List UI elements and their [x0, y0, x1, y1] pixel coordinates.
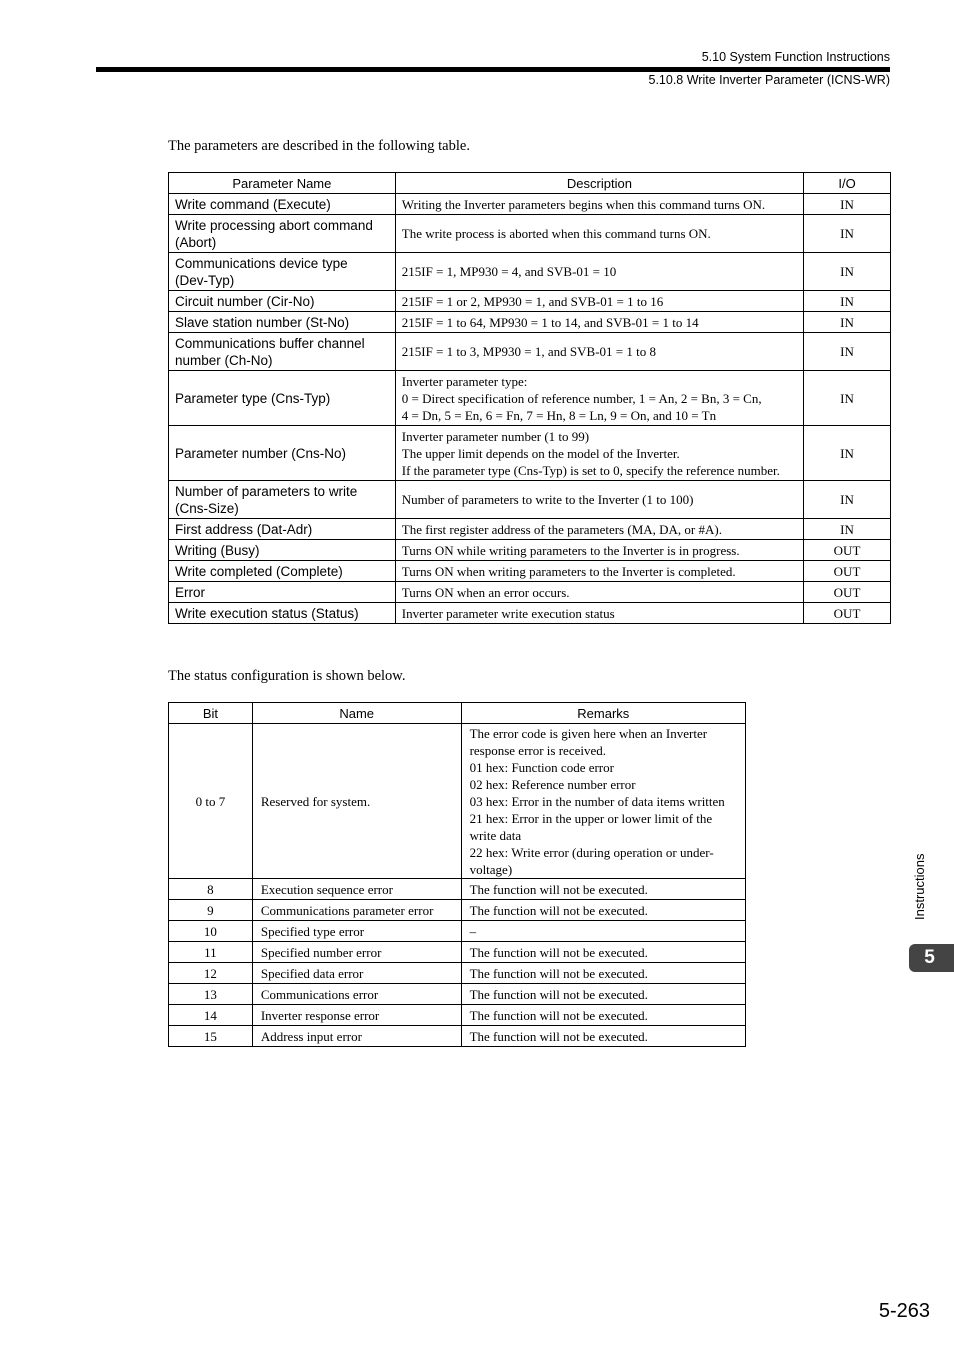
description-cell: [395, 582, 803, 603]
description-cell: [395, 371, 803, 426]
chapter-tab: 5: [909, 944, 954, 972]
parameter-name-line: Error: [175, 584, 205, 600]
table-row: [169, 582, 891, 603]
parameter-name-line: (Cns-Size): [175, 500, 239, 516]
description-line: Inverter parameter type:: [401, 373, 528, 389]
remarks-line: 03 hex: Error in the number of data items written: [469, 793, 725, 809]
table-row: [169, 1026, 746, 1047]
description-cell: [395, 333, 803, 371]
remarks-cell: [461, 724, 745, 879]
parameter-name-cell: [169, 215, 396, 253]
remarks-line: The function will not be executed.: [469, 944, 648, 960]
bit-cell: 8: [169, 879, 253, 900]
remarks-line: voltage): [469, 861, 513, 877]
io-cell: IN: [804, 215, 891, 253]
bit-cell: 12: [169, 963, 253, 984]
io-cell: IN: [804, 371, 891, 426]
table-row: [169, 942, 746, 963]
description-line: Turns ON while writing parameters to the Inverter is in progress.: [401, 542, 740, 558]
parameter-name-line: (Dev-Typ): [175, 272, 235, 288]
parameter-name-line: Slave station number (St-No): [175, 314, 350, 330]
table-row: [169, 561, 891, 582]
parameter-name-cell: [169, 582, 396, 603]
io-cell: OUT: [804, 540, 891, 561]
status-name-cell: Communications error: [252, 984, 461, 1005]
status-name-cell: Specified type error: [252, 921, 461, 942]
description-cell: [395, 253, 803, 291]
table-header-row: [169, 173, 891, 194]
table-header-row: [169, 703, 746, 724]
remarks-cell: [461, 900, 745, 921]
description-line: 0 = Direct specification of reference number, 1 = An, 2 = Bn, 3 = Cn,: [401, 390, 762, 406]
io-cell: IN: [804, 481, 891, 519]
table-row: [169, 426, 891, 481]
bit-cell: 0 to 7: [169, 724, 253, 879]
bit-cell: 14: [169, 1005, 253, 1026]
description-line: Writing the Inverter parameters begins when this command turns ON.: [401, 196, 766, 212]
parameter-name-line: Write processing abort command: [175, 217, 373, 233]
table-row: [169, 291, 891, 312]
parameter-name-line: Writing (Busy): [175, 542, 260, 558]
parameter-name-line: Communications device type: [175, 255, 348, 271]
remarks-line: The function will not be executed.: [469, 986, 648, 1002]
table-row: [169, 519, 891, 540]
description-line: 215IF = 1 or 2, MP930 = 1, and SVB-01 = 1 to 16: [401, 293, 664, 309]
description-cell: [395, 312, 803, 333]
remarks-cell: [461, 984, 745, 1005]
description-cell: [395, 194, 803, 215]
table-row: [169, 371, 891, 426]
params-intro: The parameters are described in the following table.: [168, 138, 470, 154]
remarks-line: The function will not be executed.: [469, 881, 648, 897]
description-line: The upper limit depends on the model of the Inverter.: [401, 445, 680, 461]
parameter-name-cell: [169, 603, 396, 624]
description-cell: [395, 215, 803, 253]
table-row: [169, 921, 746, 942]
description-line: Turns ON when an error occurs.: [401, 584, 570, 600]
parameter-name-line: Write completed (Complete): [175, 563, 343, 579]
remarks-line: The function will not be executed.: [469, 1028, 648, 1044]
io-cell: IN: [804, 194, 891, 215]
io-cell: IN: [804, 519, 891, 540]
description-cell: [395, 603, 803, 624]
io-cell: IN: [804, 426, 891, 481]
description-line: Inverter parameter write execution status: [401, 605, 615, 621]
table-row: [169, 540, 891, 561]
bit-cell: 11: [169, 942, 253, 963]
description-line: 215IF = 1 to 3, MP930 = 1, and SVB-01 = 1 to 8: [401, 344, 656, 359]
remarks-line: write data: [469, 827, 522, 843]
parameter-name-cell: [169, 561, 396, 582]
io-cell: IN: [804, 333, 891, 371]
remarks-line: 02 hex: Reference number error: [469, 776, 636, 792]
bit-cell: 9: [169, 900, 253, 921]
description-cell: [395, 481, 803, 519]
table-row: [169, 215, 891, 253]
col-header-name: Name: [252, 703, 461, 724]
remarks-cell: [461, 1005, 745, 1026]
remarks-cell: [461, 963, 745, 984]
table-row: [169, 603, 891, 624]
parameter-name-cell: [169, 371, 396, 426]
parameter-name-cell: [169, 426, 396, 481]
remarks-line: The function will not be executed.: [469, 902, 648, 918]
col-header-bit: Bit: [169, 703, 253, 724]
col-header-description: Description: [395, 173, 803, 194]
remarks-cell: [461, 942, 745, 963]
parameter-name-cell: [169, 312, 396, 333]
remarks-cell: [461, 1026, 745, 1047]
remarks-line: The function will not be executed.: [469, 1007, 648, 1023]
description-line: 215IF = 1 to 64, MP930 = 1 to 14, and SVB-01 = 1 to 14: [401, 314, 699, 330]
remarks-line: The function will not be executed.: [469, 965, 648, 981]
table-row: [169, 984, 746, 1005]
parameter-name-line: Parameter type (Cns-Typ): [175, 390, 331, 406]
io-cell: IN: [804, 253, 891, 291]
parameter-name-cell: [169, 194, 396, 215]
remarks-cell: [461, 879, 745, 900]
description-line: The first register address of the parameters (MA, DA, or #A).: [401, 521, 722, 537]
page-number: 5-263: [878, 1300, 930, 1322]
remarks-line: response error is received.: [469, 742, 606, 758]
parameter-name-line: Parameter number (Cns-No): [175, 445, 347, 461]
status-name-cell: Communications parameter error: [252, 900, 461, 921]
description-line: Inverter parameter number (1 to 99): [401, 428, 590, 444]
description-cell: [395, 426, 803, 481]
parameter-name-cell: [169, 291, 396, 312]
status-table: [168, 702, 746, 1047]
parameter-name-cell: [169, 481, 396, 519]
status-name-cell: Reserved for system.: [252, 724, 461, 879]
description-cell: [395, 291, 803, 312]
io-cell: OUT: [804, 582, 891, 603]
parameter-name-line: Circuit number (Cir-No): [175, 293, 315, 309]
col-header-io: I/O: [804, 173, 891, 194]
remarks-cell: [461, 921, 745, 942]
parameter-name-line: Communications buffer channel: [175, 335, 365, 351]
bit-cell: 13: [169, 984, 253, 1005]
bit-cell: 10: [169, 921, 253, 942]
parameter-name-cell: [169, 540, 396, 561]
description-cell: [395, 519, 803, 540]
description-cell: [395, 561, 803, 582]
col-header-remarks: Remarks: [461, 703, 745, 724]
table-row: [169, 312, 891, 333]
io-cell: IN: [804, 291, 891, 312]
parameter-name-cell: [169, 333, 396, 371]
col-header-parameter-name: Parameter Name: [169, 173, 396, 194]
description-line: The write process is aborted when this command turns ON.: [401, 226, 711, 241]
parameter-name-line: Write command (Execute): [175, 196, 331, 212]
status-name-cell: Address input error: [252, 1026, 461, 1047]
parameters-table: [168, 172, 891, 624]
description-line: Number of parameters to write to the Inverter (1 to 100): [401, 492, 694, 507]
status-name-cell: Specified data error: [252, 963, 461, 984]
parameter-name-line: First address (Dat-Adr): [175, 521, 313, 537]
io-cell: OUT: [804, 561, 891, 582]
side-tab-label: Instructions: [912, 853, 927, 920]
parameter-name-line: Number of parameters to write: [175, 483, 358, 499]
table-row: [169, 963, 746, 984]
status-name-cell: Inverter response error: [252, 1005, 461, 1026]
io-cell: IN: [804, 312, 891, 333]
description-line: 4 = Dn, 5 = En, 6 = Fn, 7 = Hn, 8 = Ln, 9 = On, and 10 = Tn: [401, 407, 717, 423]
table-row: [169, 481, 891, 519]
table-row: [169, 1005, 746, 1026]
header-subsection: 5.10.8 Write Inverter Parameter (ICNS-WR): [648, 73, 890, 87]
remarks-line: 22 hex: Write error (during operation or under-: [469, 844, 714, 860]
parameter-name-line: number (Ch-No): [175, 352, 273, 368]
parameter-name-line: (Abort): [175, 234, 217, 250]
parameter-name-cell: [169, 519, 396, 540]
header-section: 5.10 System Function Instructions: [701, 50, 890, 64]
table-row: [169, 253, 891, 291]
status-name-cell: Specified number error: [252, 942, 461, 963]
description-line: If the parameter type (Cns-Typ) is set to 0, specify the reference number.: [401, 462, 780, 478]
table-row: [169, 333, 891, 371]
table-row: [169, 724, 746, 879]
table-row: [169, 900, 746, 921]
parameter-name-line: Write execution status (Status): [175, 605, 359, 621]
table-row: [169, 879, 746, 900]
table-row: [169, 194, 891, 215]
status-name-cell: Execution sequence error: [252, 879, 461, 900]
remarks-line: 01 hex: Function code error: [469, 759, 614, 775]
io-cell: OUT: [804, 603, 891, 624]
header-rule: [96, 67, 890, 72]
description-line: Turns ON when writing parameters to the Inverter is completed.: [401, 563, 736, 579]
parameter-name-cell: [169, 253, 396, 291]
remarks-line: –: [469, 923, 477, 939]
status-intro: The status configuration is shown below.: [168, 668, 406, 684]
description-line: 215IF = 1, MP930 = 4, and SVB-01 = 10: [401, 264, 617, 279]
description-cell: [395, 540, 803, 561]
bit-cell: 15: [169, 1026, 253, 1047]
remarks-line: The error code is given here when an Inverter: [469, 725, 708, 741]
remarks-line: 21 hex: Error in the upper or lower limit of the: [469, 810, 713, 826]
